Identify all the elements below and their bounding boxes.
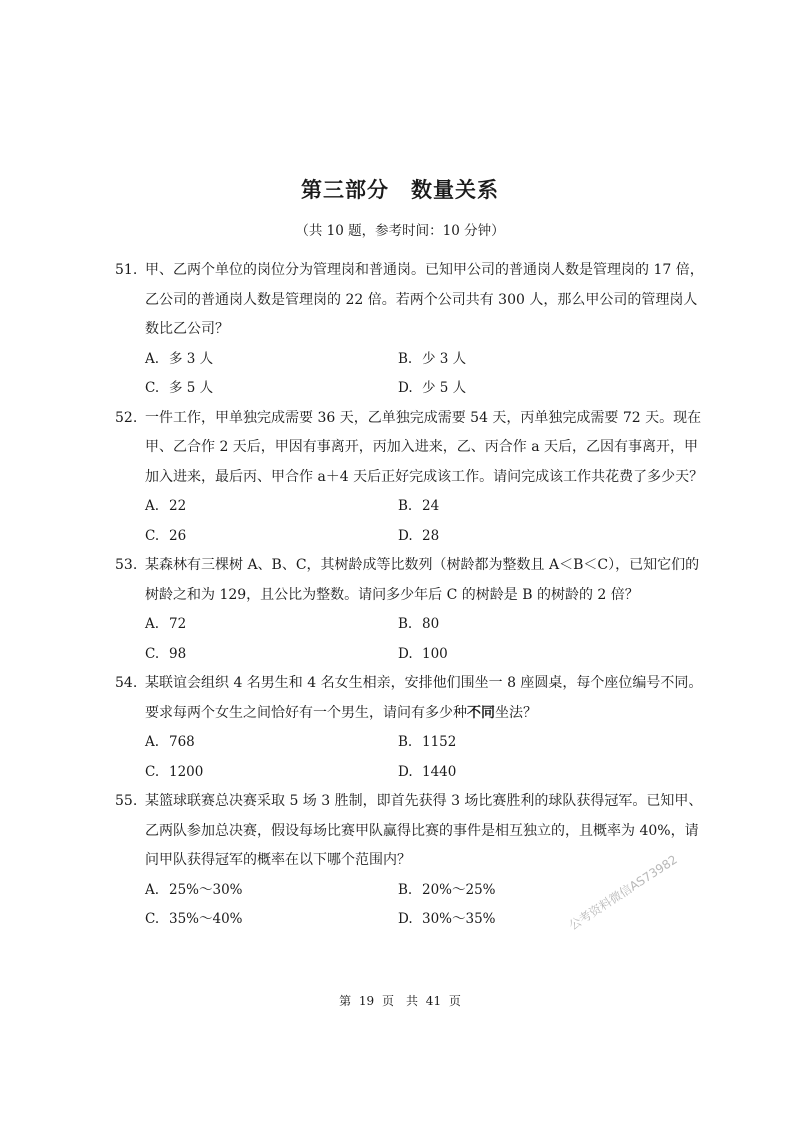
option-letter: B.: [398, 616, 413, 632]
option-text: 768: [169, 734, 195, 750]
option-text: 22: [169, 498, 187, 514]
option-text: 80: [422, 616, 440, 632]
option-a: [145, 876, 398, 906]
option-letter: B.: [398, 350, 413, 367]
option-text: 100: [422, 645, 448, 662]
option-d: [398, 905, 651, 935]
option-letter: D.: [398, 380, 413, 396]
option-c: [145, 522, 398, 552]
option-text: 72: [169, 616, 187, 632]
option-text: 20%～25%: [422, 881, 496, 898]
option-list: [115, 492, 705, 551]
option-letter: C.: [145, 911, 160, 927]
option-letter: A.: [145, 498, 160, 514]
option-letter: B.: [398, 881, 413, 898]
question-52: [115, 404, 705, 552]
question-number: 51.: [115, 262, 138, 278]
section-subtitle: （共 10 题，参考时间：10 分钟）: [295, 223, 505, 239]
option-text: 少 3 人: [422, 350, 467, 367]
option-letter: A.: [145, 734, 160, 750]
section-title: 第三部分 数量关系: [301, 178, 499, 202]
option-text: 1440: [422, 763, 457, 780]
option-c: [145, 374, 398, 404]
option-letter: D.: [398, 763, 413, 780]
question-number: 53.: [115, 557, 138, 573]
question-number: 55.: [115, 793, 138, 809]
option-d: [398, 758, 651, 788]
question-list: [115, 256, 705, 935]
option-d: [398, 522, 651, 552]
question-stem: [115, 551, 705, 610]
option-letter: A.: [145, 350, 160, 367]
option-c: [145, 640, 398, 670]
option-c: [145, 905, 398, 935]
option-b: [398, 345, 651, 375]
option-list: [115, 728, 705, 787]
watermark: 公考资料微信AS73982: [566, 852, 680, 933]
option-letter: D.: [398, 911, 413, 927]
question-text: 某联谊会组织 4 名男生和 4 名女生相亲，安排他们围坐一 8 座圆桌，每个座位编号不同。要求每两个女生之间恰好有一个男生，请问有多少种: [145, 675, 703, 721]
option-text: 少 5 人: [422, 380, 467, 396]
question-text: 甲、乙两个单位的岗位分为管理岗和普通岗。已知甲公司的普通岗人数是管理岗的 17 倍，乙公司的普通岗人数是管理岗的 22 倍。若两个公司共有 300 人，那么甲公司的管理岗人数比乙公司？: [145, 262, 704, 337]
option-list: [115, 610, 705, 669]
question-53: [115, 551, 705, 669]
question-55: [115, 787, 705, 935]
option-b: [398, 492, 651, 522]
option-a: [145, 610, 398, 640]
page-footer: 第 19 页 共 41 页: [339, 994, 461, 1008]
option-text: 28: [422, 527, 440, 544]
question-text-end: 坐法？: [495, 704, 537, 721]
option-letter: D.: [398, 527, 413, 544]
option-letter: D.: [398, 645, 413, 662]
question-54: [115, 669, 705, 787]
option-text: 98: [169, 645, 187, 662]
question-text: 一件工作，甲单独完成需要 36 天，乙单独完成需要 54 天，丙单独完成需要 72 天。现在甲、乙合作 2 天后，甲因有事离开，丙加入进来，乙、丙合作 a 天后，乙因有事离开，甲加入进来，最后丙、甲合作 a＋4 天后正好完成该工作。请问完成该工作共花费了多少天？: [145, 409, 704, 485]
option-text: 1200: [169, 763, 204, 780]
emphasized-text: 不同: [467, 704, 495, 721]
question-stem: [115, 669, 705, 728]
question-text: 某篮球联赛总决赛采取 5 场 3 胜制，即首先获得 3 场比赛胜利的球队获得冠军。已知甲、乙两队参加总决赛，假设每场比赛甲队赢得比赛的事件是相互独立的，且概率为 40%，请问甲队获得冠军的概率在以下哪个范围内？: [145, 793, 703, 868]
option-d: [398, 374, 651, 404]
question-51: [115, 256, 705, 404]
option-letter: C.: [145, 527, 160, 544]
option-text: 1152: [422, 734, 457, 750]
option-letter: C.: [145, 645, 160, 662]
question-number: 54.: [115, 675, 138, 691]
option-text: 多 5 人: [169, 380, 214, 396]
option-letter: B.: [398, 734, 413, 750]
question-stem: [115, 404, 705, 493]
option-list: [115, 345, 705, 404]
option-letter: B.: [398, 498, 413, 514]
option-text: 30%～35%: [422, 911, 496, 927]
option-text: 35%～40%: [169, 911, 243, 927]
option-letter: C.: [145, 380, 160, 396]
option-a: [145, 728, 398, 758]
question-stem: [115, 787, 705, 876]
question-number: 52.: [115, 409, 138, 426]
option-text: 25%～30%: [169, 881, 243, 898]
option-a: [145, 345, 398, 375]
option-a: [145, 492, 398, 522]
option-d: [398, 640, 651, 670]
option-letter: A.: [145, 881, 160, 898]
option-c: [145, 758, 398, 788]
option-letter: A.: [145, 616, 160, 632]
option-b: [398, 610, 651, 640]
option-text: 26: [169, 527, 187, 544]
option-text: 多 3 人: [169, 350, 214, 367]
question-stem: [115, 256, 705, 345]
option-letter: C.: [145, 763, 160, 780]
option-b: [398, 728, 651, 758]
option-text: 24: [422, 498, 440, 514]
question-text: 某森林有三棵树 A、B、C，其树龄成等比数列（树龄都为整数且 A＜B＜C），已知它们的树龄之和为 129，且公比为整数。请问多少年后 C 的树龄是 B 的树龄的 2 倍？: [145, 557, 700, 603]
